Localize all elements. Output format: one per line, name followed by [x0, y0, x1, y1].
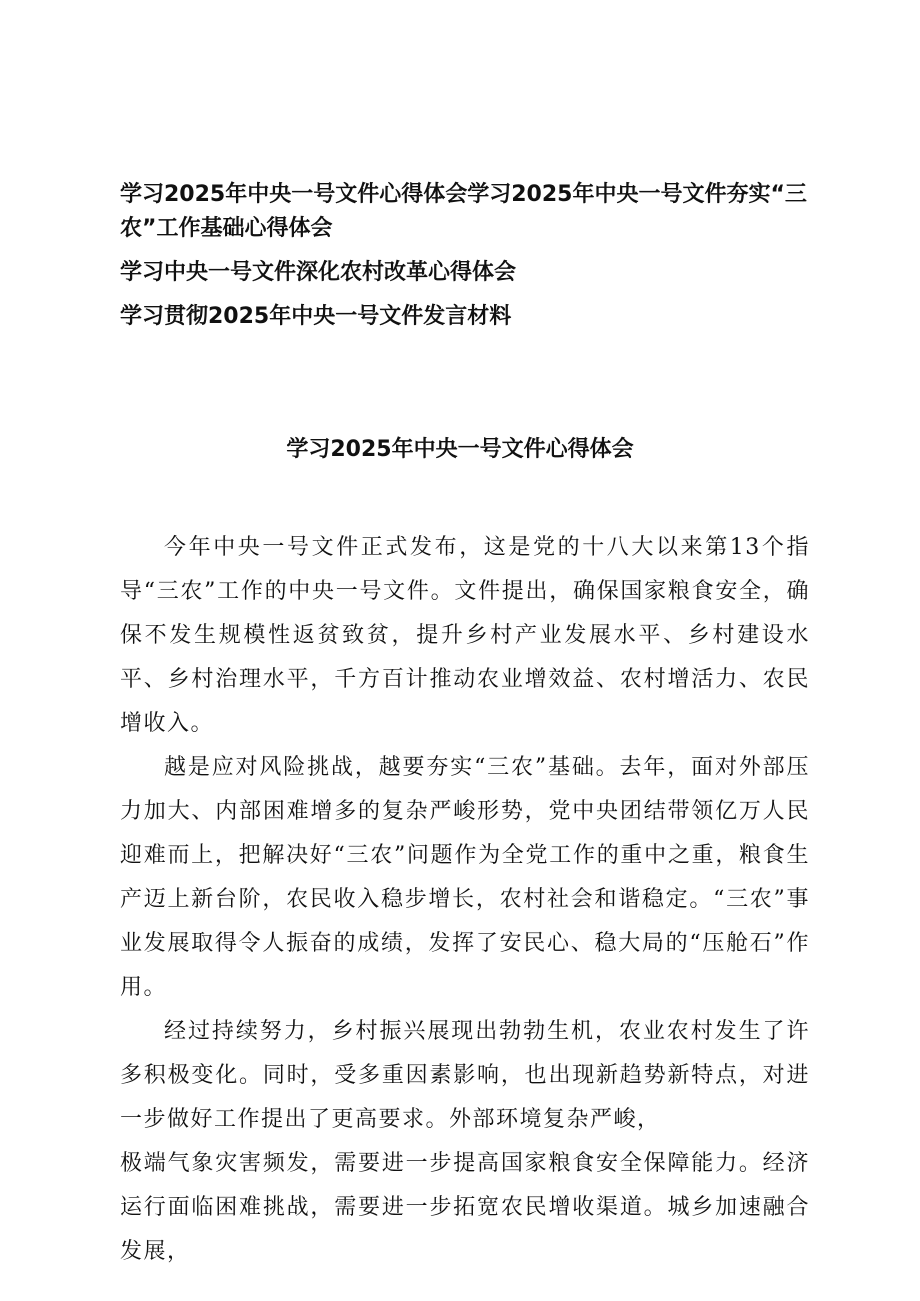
table-of-contents [120, 178, 820, 344]
paragraph-2: 越是应对风险挑战，越要夯实“三农”基础。去年，面对外部压力加大、内部困难增多的复杂严峻形势，党中央团结带领亿万人民迎难而上，把解决好“三农”问题作为全党工作的重中之重，粮食生产迈上新台阶，农民收入稳步增长，农村社会和谐稳定。“三农”事业发展取得令人振奋的成绩，发挥了安民心、稳大局的“压舱石”作用。 [120, 755, 810, 1000]
paragraph-1: 今年中央一号文件正式发布，这是党的十八大以来第13个指导“三农”工作的中央一号文件。文件提出，确保国家粮食安全，确保不发生规模性返贫致贫，提升乡村产业发展水平、乡村建设水平、乡村治理水平，千方百计推动农业增效益、农村增活力、农民增收入。 [120, 535, 810, 736]
article-title: 学习2025年中央一号文件心得体会 [286, 437, 634, 462]
article-body [120, 526, 810, 1274]
toc-item-3: 学习贯彻2025年中央一号文件发言材料 [120, 304, 512, 329]
paragraph-4: 极端气象灾害频发，需要进一步提高国家粮食安全保障能力。经济运行面临困难挑战，需要进一步拓宽农民增收渠道。城乡加速融合发展， [120, 1151, 810, 1264]
toc-item-2: 学习中央一号文件深化农村改革心得体会 [120, 260, 517, 285]
paragraph-3: 经过持续努力，乡村振兴展现出勃勃生机，农业农村发生了许多积极变化。同时，受多重因素影响，也出现新趋势新特点，对进一步做好工作提出了更高要求。外部环境复杂严峻， [120, 1019, 810, 1132]
toc-item-1: 学习2025年中央一号文件心得体会学习2025年中央一号文件夯实“三农”工作基础心得体会 [120, 182, 807, 241]
